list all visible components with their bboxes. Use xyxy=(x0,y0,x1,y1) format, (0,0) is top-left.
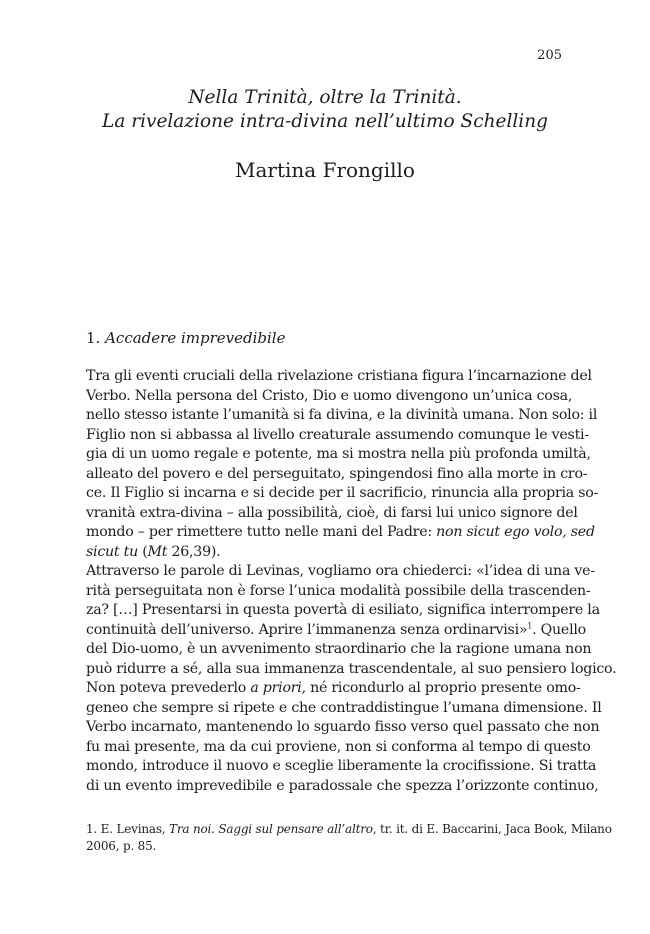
footnote-line: 2006, p. 85. xyxy=(86,839,157,853)
footnote-reference[interactable]: 1 xyxy=(527,620,533,630)
text-line xyxy=(86,543,562,563)
text-line: Attraverso le parole di Levinas, vogliamo ora chiederci: «l’idea di una ve- xyxy=(86,563,595,579)
text-line: Verbo incarnato, mantenendo lo sguardo fisso verso quel passato che non xyxy=(86,719,600,735)
text-line: geneo che sempre si ripete e che contraddistingue l’umana dimensione. Il xyxy=(86,699,602,716)
text-run: 26,39). xyxy=(167,543,221,560)
section-heading xyxy=(86,328,285,348)
text-line: Verbo. Nella persona del Cristo, Dio e uomo divengono un’unica cosa, xyxy=(86,387,573,404)
gospel-reference: Mt xyxy=(147,543,168,560)
text-line: alleato del povero e del perseguitato, spingendosi fino alla morte in cro- xyxy=(86,465,588,482)
text-line: za? […] Presentarsi in questa povertà di esiliato, significa interrompere la xyxy=(86,602,600,618)
text-run: Non poteva prevederlo xyxy=(86,680,251,696)
text-run: , tr. it. di E. Baccarini, Jaca Book, Milano xyxy=(372,822,612,836)
footnote-line xyxy=(86,821,612,838)
page-number: 205 xyxy=(537,48,562,63)
title-line-1: Nella Trinità, oltre la Trinità. xyxy=(188,87,462,108)
latin-quote: non sicut ego volo, sed xyxy=(436,524,595,540)
a-priori: a priori xyxy=(250,680,302,696)
text-line: Tra gli eventi cruciali della rivelazione cristiana figura l’incarnazione del xyxy=(86,368,592,384)
text-line: nello stesso istante l’umanità si fa divina, e la divinità umana. Non solo: il xyxy=(86,407,598,423)
text-line: vranità extra-divina – alla possibilità, cioè, di farsi lui unico signore del xyxy=(86,504,578,521)
footnote-marker: 1. xyxy=(86,822,98,836)
text-line: gia di un uomo regale e potente, ma si mostra nella più profonda umiltà, xyxy=(86,446,591,462)
text-line: di un evento imprevedibile e paradossale che spezza l’orizzonte continuo, xyxy=(86,777,599,794)
text-line: del Dio-uomo, è un avvenimento straordinario che la ragione umana non xyxy=(86,641,592,657)
article-title xyxy=(86,86,564,134)
section-title: Accadere imprevedibile xyxy=(105,329,286,347)
text-line: ce. Il Figlio si incarna e si decide per il sacrificio, rinuncia alla propria so- xyxy=(86,485,599,501)
text-line: fu mai presente, ma da cui proviene, non si conforma al tempo di questo xyxy=(86,738,591,755)
text-line xyxy=(86,679,581,699)
body-text xyxy=(86,367,617,796)
latin-quote-end: sicut tu xyxy=(86,543,138,560)
text-run: E. Levinas, xyxy=(97,822,170,836)
footnote xyxy=(86,821,612,855)
text-line: mondo, introduce il nuovo e sceglie liberamente la crocifissione. Si tratta xyxy=(86,758,597,774)
text-run: , né ricondurlo al proprio presente omo- xyxy=(301,680,581,696)
text-run: . Quello xyxy=(532,621,586,638)
title-line-2: La rivelazione intra-divina nell’ultimo Schelling xyxy=(102,111,548,132)
text-run: mondo – per rimettere tutto nelle mani del Padre: xyxy=(86,524,437,540)
section-number: 1. xyxy=(86,329,101,347)
text-run: continuità dell’universo. Aprire l’immanenza senza ordinarvisi» xyxy=(86,621,528,638)
text-line: può ridurre a sé, alla sua immanenza trascendentale, al suo pensiero logico. xyxy=(86,660,617,677)
book-title: Tra noi. Saggi sul pensare all’altro xyxy=(169,822,373,836)
text-line: Figlio non si abbassa al livello creaturale assumendo comunque le vesti- xyxy=(86,426,589,443)
text-line xyxy=(86,620,586,641)
text-line: rità perseguitata non è forse l’unica modalità possibile della trascenden- xyxy=(86,582,591,599)
text-run: ( xyxy=(137,543,148,560)
text-line xyxy=(86,523,595,543)
author-name: Martina Frongillo xyxy=(235,158,415,182)
